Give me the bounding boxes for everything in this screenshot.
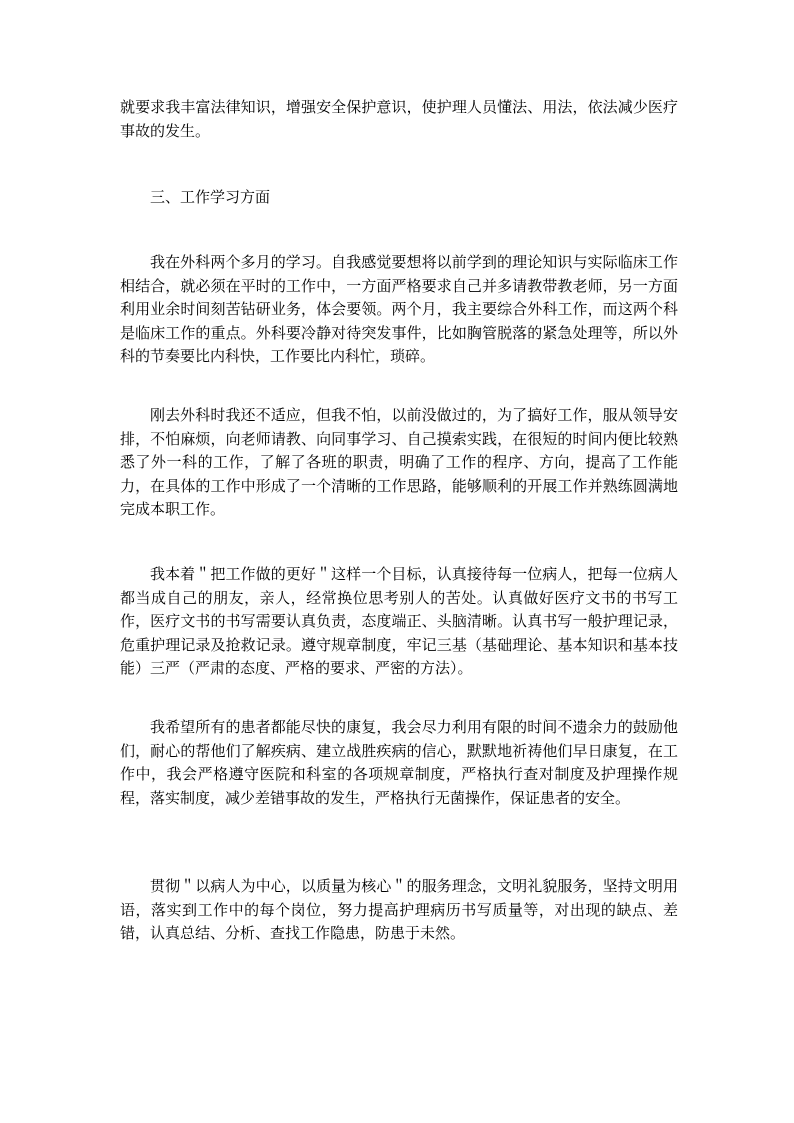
paragraph-patient-hope: 我希望所有的患者都能尽快的康复，我会尽力利用有限的时间不遗余力的鼓励他们，耐心的帮他们了解疾病、建立战胜疾病的信心，默默地祈祷他们早日康复，在工作中，我会严格遵守医院和科室的各项规章制度，严格执行查对制度及护理操作规程，落实制度，减少差错事故的发生，严格执行无菌操作，保证患者的安全。: [120, 718, 678, 807]
paragraph-legal-knowledge: 就要求我丰富法律知识，增强安全保护意识，使护理人员懂法、用法，依法减少医疗事故的发生。: [120, 98, 678, 140]
paragraph-work-goal: 我本着＂把工作做的更好＂这样一个目标，认真接待每一位病人，把每一位病人都当成自己的朋友，亲人，经常换位思考别人的苦处。认真做好医疗文书的书写工作，医疗文书的书写需要认真负责，态度端正、头脑清晰。认真书写一般护理记录，危重护理记录及抢救记录。遵守规章制度，牢记三基（基础理论、基本知识和基本技能）三严（严肃的态度、严格的要求、严密的方法）。: [120, 565, 678, 678]
section-heading-work-study: 三、工作学习方面: [150, 188, 271, 206]
paragraph-surgery-study: 我在外科两个多月的学习。自我感觉要想将以前学到的理论知识与实际临床工作相结合，就必须在平时的工作中，一方面严格要求自己并多请教带教老师，另一方面利用业余时间刻苦钻研业务，体会要领。两个月，我主要综合外科工作，而这两个科是临床工作的重点。外科要冷静对待突发事件，比如胸管脱落的紧急处理等，所以外科的节奏要比内科快，工作要比内科忙，琐碎。: [120, 253, 678, 366]
paragraph-service-concept: 贯彻＂以病人为中心，以质量为核心＂的服务理念，文明礼貌服务，坚持文明用语，落实到工作中的每个岗位，努力提高护理病历书写质量等，对出现的缺点、差错，认真总结、分析、查找工作隐患，防患于未然。: [120, 877, 678, 943]
paragraph-adaptation: 刚去外科时我还不适应，但我不怕，以前没做过的，为了搞好工作，服从领导安排，不怕麻烦，向老师请教、向同事学习、自己摸索实践，在很短的时间内便比较熟悉了外一科的工作，了解了各班的职责，明确了工作的程序、方向，提高了工作能力，在具体的工作中形成了一个清晰的工作思路，能够顺利的开展工作并熟练圆满地完成本职工作。: [120, 406, 678, 519]
